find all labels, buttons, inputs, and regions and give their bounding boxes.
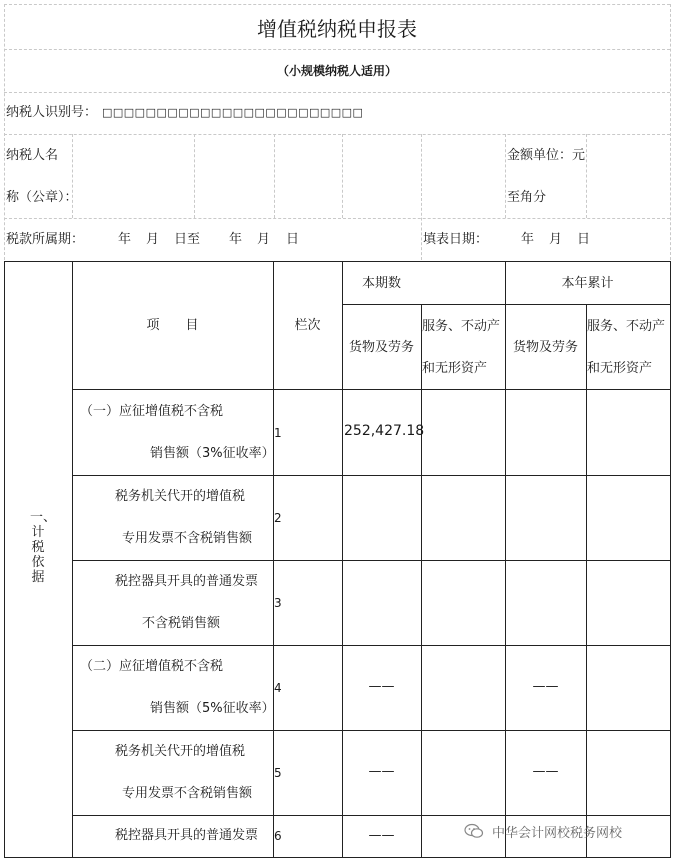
row-3-label-cont: 不含税销售额: [142, 616, 221, 631]
divider-line: [194, 134, 195, 218]
row-6-label: 税控器具开具的普通发票: [115, 828, 259, 843]
table-line: [72, 815, 671, 816]
section-label-tax-basis: 一、计税依据: [30, 510, 57, 585]
period-year-start: 年: [118, 232, 132, 247]
period-day-end: 日: [286, 232, 300, 247]
taxpayer-name-label: 纳税人名: [6, 148, 59, 163]
col-header-current-services-cont: 和无形资产: [422, 361, 488, 376]
period-month-end: 月: [257, 232, 271, 247]
frame-top-line: [4, 4, 670, 5]
table-line: [342, 304, 671, 305]
taxpayer-id-boxes[interactable]: □□□□□□□□□□□□□□□□□□□□□□□□: [102, 106, 364, 119]
fill-date-label: 填表日期：: [423, 232, 489, 247]
divider-line: [274, 134, 275, 218]
row-5-line-number: 5: [274, 766, 282, 780]
watermark-text: 中华会计网校税务网校: [492, 826, 623, 841]
row-4-current-goods-dash: ——: [368, 679, 395, 694]
table-line: [72, 475, 671, 476]
table-line: [72, 560, 671, 561]
table-line: [4, 261, 5, 858]
taxpayer-id-label: 纳税人识别号：: [6, 105, 98, 120]
table-bottom-line: [4, 857, 671, 858]
table-line: [72, 730, 671, 731]
period-month-start: 月: [146, 232, 160, 247]
divider-line: [586, 134, 587, 218]
frame-right-line: [670, 4, 671, 260]
form-title: 增值税纳税申报表: [257, 17, 417, 41]
divider-line: [421, 134, 422, 260]
table-top-line: [4, 261, 671, 262]
col-group-ytd: 本年累计: [561, 276, 614, 291]
divider-line: [4, 92, 670, 93]
row-5-current-goods-dash: ——: [368, 764, 395, 779]
fill-month: 月: [549, 232, 563, 247]
period-year-end: 年: [229, 232, 243, 247]
col-header-item: 项 目: [146, 318, 199, 333]
col-header-current-goods: 货物及劳务: [348, 340, 414, 355]
col-header-ytd-goods: 货物及劳务: [512, 340, 578, 355]
amount-unit-label: 金额单位：元: [507, 148, 586, 163]
row-4-label: （二）应征增值税不含税: [80, 659, 224, 674]
row-3-label: 税控器具开具的普通发票: [115, 574, 259, 589]
row-4-line-number: 4: [274, 681, 282, 695]
row-2-label: 税务机关代开的增值税: [115, 489, 246, 504]
row-5-ytd-goods-dash: ——: [532, 764, 559, 779]
divider-line: [4, 49, 670, 50]
divider-line: [505, 134, 506, 218]
col-header-line: 栏次: [294, 318, 321, 333]
col-group-current: 本期数: [361, 276, 401, 291]
row-1-label-cont: 销售额（3%征收率）: [150, 446, 275, 461]
fill-year: 年: [521, 232, 535, 247]
taxpayer-name-label-cont: 称（公章）：: [6, 190, 78, 205]
table-line: [421, 304, 422, 858]
row-5-label-cont: 专用发票不含税销售额: [122, 786, 253, 801]
row-1-line-number: 1: [274, 426, 282, 440]
col-header-ytd-services: 服务、不动产: [587, 319, 666, 334]
col-header-current-services: 服务、不动产: [422, 319, 501, 334]
row-3-line-number: 3: [274, 596, 282, 610]
divider-line: [4, 134, 670, 135]
row-1-label: （一）应征增值税不含税: [80, 404, 224, 419]
row-4-label-cont: 销售额（5%征收率）: [150, 701, 275, 716]
row-1-current-goods-value[interactable]: 252,427.18: [344, 423, 425, 439]
table-line: [72, 645, 671, 646]
row-2-label-cont: 专用发票不含税销售额: [122, 531, 253, 546]
table-line: [72, 389, 671, 390]
frame-left-line: [4, 4, 5, 260]
table-line: [670, 261, 671, 858]
wechat-icon: [464, 823, 484, 839]
row-6-current-goods-dash: ——: [368, 828, 395, 843]
divider-line: [4, 218, 670, 219]
row-2-line-number: 2: [274, 511, 282, 525]
tax-period-label: 税款所属期：: [6, 232, 85, 247]
fill-day: 日: [577, 232, 591, 247]
row-6-line-number: 6: [274, 829, 282, 843]
amount-unit-label-cont: 至角分: [507, 190, 547, 205]
table-line: [72, 261, 73, 858]
col-header-ytd-services-cont: 和无形资产: [587, 361, 653, 376]
period-day-start: 日至: [174, 232, 201, 247]
row-4-ytd-goods-dash: ——: [532, 679, 559, 694]
row-5-label: 税务机关代开的增值税: [115, 744, 246, 759]
form-subtitle: （小规模纳税人适用）: [276, 64, 397, 78]
divider-line: [342, 134, 343, 218]
table-line: [586, 304, 587, 858]
